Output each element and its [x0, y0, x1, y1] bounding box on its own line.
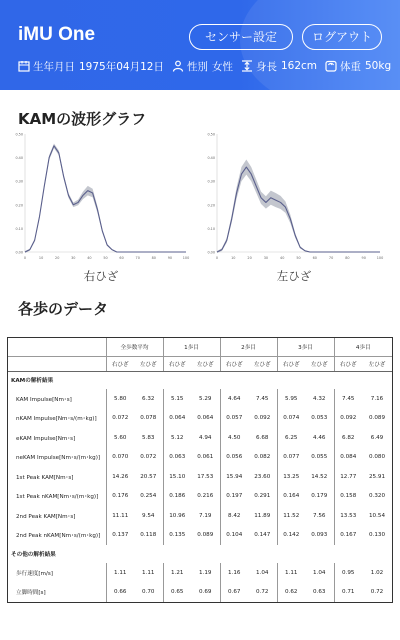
table-cell: 12.77: [334, 467, 362, 487]
table-row: [8, 448, 392, 468]
table-cell: 0.71: [334, 583, 362, 603]
table-cell: 0.179: [311, 493, 328, 500]
sensor-settings-button[interactable]: センサー設定: [189, 24, 293, 50]
table-cell: 0.074: [277, 409, 305, 429]
table-cell: 0.69: [199, 589, 212, 596]
table-cell: 6.32: [142, 395, 155, 402]
x-tick-label: 40: [87, 256, 92, 260]
table-cell: 0.135: [163, 526, 191, 546]
table-cell: 0.176: [106, 487, 134, 507]
table-cell: 10.54: [369, 512, 386, 519]
x-tick-label: 20: [55, 256, 60, 260]
table-cell: 0.130: [369, 532, 386, 539]
row-label: eKAM Impulse[Nm･s]: [16, 435, 76, 442]
x-tick-label: 70: [328, 256, 334, 260]
table-section-title: その他の解析結果: [11, 552, 56, 558]
x-tick-label: 50: [296, 256, 301, 260]
row-label: 1st Peak nKAM[Nm･s/(m･kg)]: [16, 494, 99, 501]
table-cell: 0.197: [220, 487, 248, 507]
table-cell: 0.072: [140, 454, 157, 461]
left-knee-chart: [200, 128, 388, 264]
table-cell: 0.056: [220, 448, 248, 468]
height-info: [241, 59, 317, 74]
table-cell: 0.216: [197, 493, 214, 500]
table-cell: 0.95: [334, 563, 362, 583]
table-cell: 4.64: [220, 389, 248, 409]
y-tick-label: 0.00: [207, 250, 215, 255]
y-tick-label: 0.20: [207, 203, 215, 208]
table-cell: 0.70: [142, 589, 155, 596]
group-header-step4: 4歩目: [334, 338, 392, 356]
table-cell: 0.291: [254, 493, 271, 500]
table-cell: 0.061: [197, 454, 214, 461]
table-cell: 4.94: [199, 434, 212, 441]
table-cell: 11.89: [254, 512, 271, 519]
person-icon: [172, 60, 184, 72]
birth-info: [18, 59, 164, 74]
table-cell: 0.254: [140, 493, 157, 500]
series-line: [25, 146, 186, 252]
table-cell: 1.04: [313, 569, 326, 576]
sub-header-right: 右ひざ: [334, 356, 362, 371]
x-tick-label: 80: [151, 256, 156, 260]
row-label: 歩行速度[m/s]: [16, 570, 53, 577]
gender-value: 女性: [211, 60, 233, 73]
table-cell: 0.078: [140, 415, 157, 422]
table-cell: 0.66: [106, 583, 134, 603]
table-cell: 10.96: [163, 506, 191, 526]
step-data-table: [7, 337, 393, 603]
table-cell: 5.12: [163, 428, 191, 448]
table-cell: 0.080: [369, 454, 386, 461]
x-tick-label: 90: [167, 256, 173, 260]
y-tick-label: 0.10: [207, 226, 215, 231]
table-cell: 1.11: [277, 563, 305, 583]
table-cell: 5.83: [142, 434, 155, 441]
height-value: 162cm: [280, 60, 317, 72]
table-cell: 0.72: [370, 589, 384, 596]
table-cell: 0.055: [311, 454, 328, 461]
y-tick-label: 0.40: [207, 156, 215, 161]
x-tick-label: 0: [23, 256, 27, 260]
table-cell: 5.80: [106, 389, 134, 409]
table-corner: [8, 338, 106, 356]
table-cell: 15.94: [220, 467, 248, 487]
table-cell: 1.19: [199, 569, 212, 576]
scale-icon: [325, 60, 337, 72]
table-cell: 1.21: [163, 563, 191, 583]
right-knee-chart: [8, 128, 194, 264]
x-tick-label: 60: [312, 256, 317, 260]
table-cell: 0.118: [140, 532, 157, 539]
calendar-icon: [18, 60, 30, 72]
table-row: [8, 583, 392, 603]
table-row: [8, 467, 392, 487]
x-tick-label: 30: [263, 256, 269, 260]
x-tick-label: 80: [345, 256, 350, 260]
sub-header-left: 左ひざ: [134, 356, 163, 371]
table-cell: 0.063: [163, 448, 191, 468]
x-tick-label: 0: [215, 256, 219, 260]
right-knee-chart-svg: [8, 128, 194, 264]
table-cell: 14.52: [311, 473, 328, 480]
left-knee-caption: 左ひざ: [276, 269, 312, 283]
y-tick-label: 0.20: [15, 203, 23, 208]
y-tick-label: 0.40: [15, 156, 23, 161]
sub-header-right: 右ひざ: [220, 356, 248, 371]
waveform-section-title: KAMの波形グラフ: [18, 110, 147, 128]
table-cell: 5.15: [163, 389, 191, 409]
table-cell: 4.32: [313, 395, 326, 402]
x-tick-label: 70: [135, 256, 140, 260]
birth-value: 1975年04月12日: [79, 60, 164, 73]
profile-info: [18, 58, 399, 74]
table-cell: 0.053: [311, 415, 328, 422]
table-cell: 0.65: [163, 583, 191, 603]
table-cell: 20.57: [140, 473, 157, 480]
table-row: [8, 389, 392, 409]
group-header-avg: 全歩数平均: [106, 338, 163, 356]
table-cell: 0.142: [277, 526, 305, 546]
table-cell: 0.064: [197, 415, 214, 422]
sub-header-left: 左ひざ: [305, 356, 334, 371]
x-tick-label: 30: [71, 256, 76, 260]
table-cell: 0.084: [334, 448, 362, 468]
table-cell: 0.070: [106, 448, 134, 468]
x-tick-label: 10: [231, 256, 236, 260]
table-row: [8, 409, 392, 429]
table-cell: 0.72: [256, 589, 269, 596]
sub-header-left: 左ひざ: [248, 356, 277, 371]
table-cell: 5.60: [106, 428, 134, 448]
table-section-row: [8, 371, 392, 389]
weight-info: [325, 59, 391, 74]
table-cell: 0.072: [106, 409, 134, 429]
table-row: [8, 526, 392, 546]
table-cell: 7.45: [334, 389, 362, 409]
table-cell: 0.093: [311, 532, 328, 539]
group-header-step1: 1歩目: [163, 338, 220, 356]
y-tick-label: 0.00: [15, 250, 23, 255]
weight-label: 体重: [340, 60, 361, 73]
table-cell: 6.82: [334, 428, 362, 448]
table-row: [8, 428, 392, 448]
x-tick-label: 100: [182, 256, 190, 260]
table-cell: 0.082: [254, 454, 271, 461]
table-cell: 11.52: [277, 506, 305, 526]
table-cell: 9.54: [142, 512, 155, 519]
table-cell: 0.158: [334, 487, 362, 507]
table-cell: 13.25: [277, 467, 305, 487]
x-tick-label: 100: [376, 256, 384, 260]
table-cell: 0.092: [254, 415, 271, 422]
table-cell: 0.077: [277, 448, 305, 468]
row-label: KAM Impulse[Nm･s]: [16, 396, 72, 403]
table-cell: 6.49: [370, 434, 384, 441]
table-cell: 0.320: [369, 493, 386, 500]
group-header-step3: 3歩目: [277, 338, 334, 356]
table-cell: 8.42: [220, 506, 248, 526]
row-label: 立脚時間[s]: [16, 590, 46, 597]
table-cell: 0.089: [369, 415, 386, 422]
step-table: [8, 338, 392, 602]
sub-header-right: 右ひざ: [106, 356, 134, 371]
table-cell: 15.10: [163, 467, 191, 487]
table-cell: 4.46: [313, 434, 326, 441]
table-cell: 0.147: [254, 532, 271, 539]
table-cell: 0.167: [334, 526, 362, 546]
table-row: [8, 487, 392, 507]
table-cell: 23.60: [254, 473, 271, 480]
table-cell: 7.19: [199, 512, 212, 519]
x-tick-label: 60: [119, 256, 124, 260]
table-cell: 0.137: [106, 526, 134, 546]
table-cell: 7.16: [370, 395, 384, 402]
row-label: 2nd Peak KAM[Nm･s]: [16, 513, 76, 520]
height-icon: [241, 60, 253, 72]
x-tick-label: 50: [103, 256, 108, 260]
y-tick-label: 0.30: [15, 179, 23, 184]
table-cell: 0.62: [277, 583, 305, 603]
table-corner-sub: [8, 356, 106, 371]
table-cell: 11.11: [106, 506, 134, 526]
row-label: 1st Peak KAM[Nm･s]: [16, 474, 74, 481]
table-cell: 6.25: [277, 428, 305, 448]
table-row: [8, 563, 392, 583]
x-tick-label: 20: [247, 256, 252, 260]
gender-info: [172, 59, 233, 74]
step-data-section-title: 各歩のデータ: [18, 300, 109, 318]
x-tick-label: 10: [38, 256, 44, 260]
gender-label: 性別: [186, 60, 208, 73]
table-cell: 0.67: [220, 583, 248, 603]
sub-header-right: 右ひざ: [163, 356, 191, 371]
table-cell: 13.53: [334, 506, 362, 526]
row-label: nKAM Impulse[Nm･s/(m･kg)]: [16, 416, 97, 423]
table-cell: 14.26: [106, 467, 134, 487]
table-cell: 1.16: [220, 563, 248, 583]
row-label: 2nd Peak nKAM[Nm･s/(m･kg)]: [16, 533, 101, 540]
table-section-row: [8, 545, 392, 563]
table-cell: 0.057: [220, 409, 248, 429]
sub-header-left: 左ひざ: [362, 356, 392, 371]
table-cell: 0.63: [313, 589, 326, 596]
logout-button[interactable]: ログアウト: [302, 24, 382, 50]
y-tick-label: 0.10: [15, 226, 23, 231]
weight-value: 50kg: [365, 60, 392, 72]
birth-label: 生年月日: [33, 60, 75, 73]
x-tick-label: 40: [280, 256, 285, 260]
table-cell: 5.95: [277, 389, 305, 409]
y-tick-label: 0.50: [15, 132, 23, 137]
table-cell: 0.104: [220, 526, 248, 546]
table-cell: 25.91: [369, 473, 386, 480]
table-cell: 6.68: [256, 434, 269, 441]
table-cell: 0.164: [277, 487, 305, 507]
group-header-step2: 2歩目: [220, 338, 277, 356]
table-cell: 1.02: [370, 569, 384, 576]
y-tick-label: 0.50: [207, 132, 215, 137]
table-cell: 0.089: [197, 532, 214, 539]
row-label: neKAM Impulse[Nm･s/(m･kg)]: [16, 455, 101, 462]
right-knee-caption: 右ひざ: [83, 269, 119, 283]
sub-header-right: 右ひざ: [277, 356, 305, 371]
table-cell: 4.50: [220, 428, 248, 448]
app-header: [0, 0, 400, 90]
table-cell: 1.04: [256, 569, 269, 576]
table-cell: 7.56: [313, 512, 326, 519]
left-knee-chart-svg: [200, 128, 388, 264]
height-label: 身長: [255, 60, 277, 73]
x-tick-label: 90: [361, 256, 366, 260]
table-cell: 0.092: [334, 409, 362, 429]
table-cell: 1.11: [106, 563, 134, 583]
table-cell: 17.53: [197, 473, 214, 480]
table-section-title: KAMの解析結果: [11, 378, 54, 385]
table-cell: 1.11: [142, 569, 155, 576]
y-tick-label: 0.30: [207, 179, 215, 184]
sub-header-left: 左ひざ: [191, 356, 220, 371]
table-cell: 5.29: [199, 395, 212, 402]
app-title: iMU One: [18, 24, 96, 45]
table-cell: 7.45: [256, 395, 269, 402]
table-cell: 0.064: [163, 409, 191, 429]
table-cell: 0.186: [163, 487, 191, 507]
table-row: [8, 506, 392, 526]
